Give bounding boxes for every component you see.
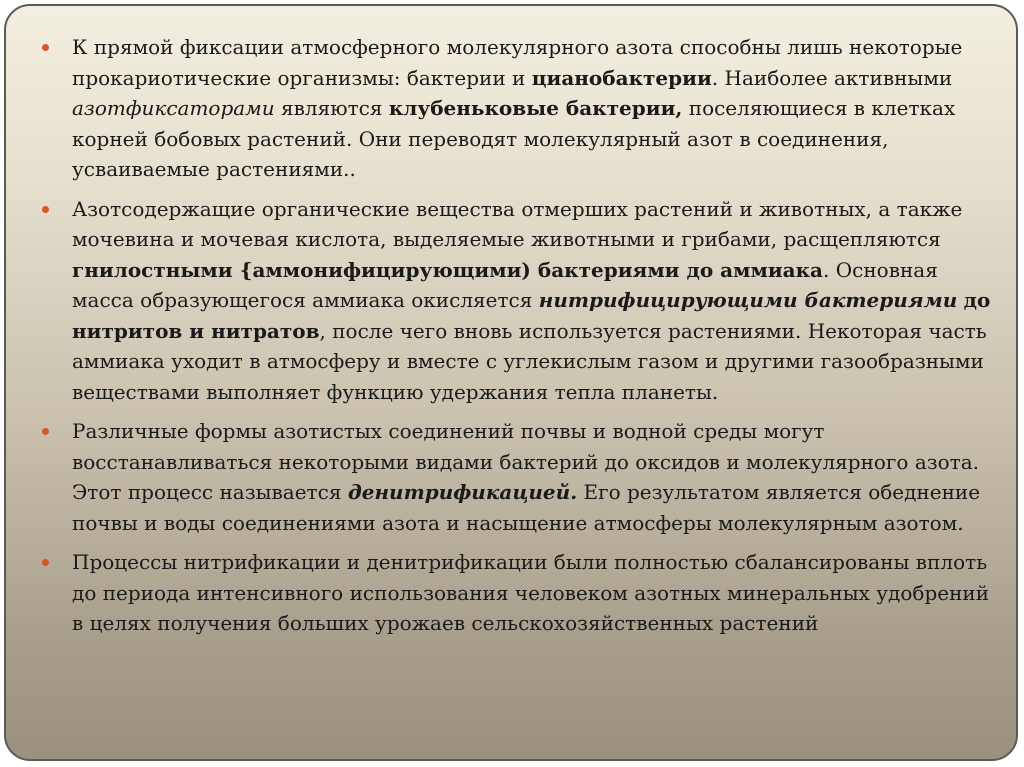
text-run-italic: денитрификацией.	[347, 480, 578, 504]
bullet-item-4	[72, 547, 992, 639]
text-run: , после чего вновь используется растениями. Некоторая часть аммиака уходит в атмосферу и вместе с углекислым газом и другими газообразными веществами выполняет функцию удержания тепла планеты.	[72, 318, 987, 404]
text-run-bold: гнилостными {аммонифицирующими) бактериями до аммиака	[72, 257, 824, 282]
text-run: Процессы нитрификации и денитрификации были полностью сбалансированы вплоть до периода интенсивного использования человеком азотных минеральных удобрений в целях получения больших урожаев сельскохозяйственных растений	[72, 550, 990, 635]
bullet-text-2	[72, 194, 992, 408]
text-run-bold: до нитритов и нитратов	[72, 288, 991, 343]
text-run: поселяющиеся в клетках корней бобовых растений. Они переводят молекулярный азот в соединения, усваиваемые растениями..	[72, 96, 956, 181]
text-run: являются	[274, 96, 389, 120]
text-run-bold: клубеньковые бактерии,	[388, 96, 683, 120]
bullet-text-3	[72, 416, 992, 538]
text-run: Азотсодержащие органические вещества отмерших растений и животных, а также мочевина и мочевая кислота, выделяемые животными и грибами, расщепляются	[72, 196, 963, 251]
bullet-text-1	[72, 32, 992, 185]
bullet-dot-icon	[42, 428, 49, 435]
bullet-dot-icon	[42, 44, 49, 51]
text-run: . Наиболее активными	[711, 65, 953, 90]
bullet-dot-icon	[42, 206, 49, 213]
text-run: . Основная масса образующегося аммиака окисляется	[72, 257, 938, 312]
text-run: К прямой фиксации атмосферного молекулярного азота способны лишь некоторые прокариотические организмы: бактерии и	[72, 35, 963, 90]
text-run-italic: азотфиксаторами	[72, 96, 275, 120]
text-run-bold-italic	[348, 480, 577, 504]
text-run: Различные формы азотистых соединений почвы и водной среды могут восстанавливаться некоторыми видами бактерий до оксидов и молекулярного азота. Этот процесс называется	[72, 419, 980, 504]
bullet-text-4	[72, 547, 992, 639]
text-run: Его результатом является обеднение почвы и воды соединениями азота и насыщение атмосферы молекулярным азотом.	[72, 480, 981, 535]
bullet-item-2	[72, 194, 992, 408]
bullet-item-1	[72, 32, 992, 185]
slide-content	[72, 32, 992, 648]
slide-panel	[4, 4, 1018, 761]
text-run-italic: нитрифицирующими бактериями	[538, 288, 958, 312]
text-run-bold-italic	[539, 288, 958, 312]
bullet-dot-icon	[42, 559, 49, 566]
text-run-bold: цианобактерии	[531, 65, 712, 90]
bullet-item-3	[72, 416, 992, 538]
